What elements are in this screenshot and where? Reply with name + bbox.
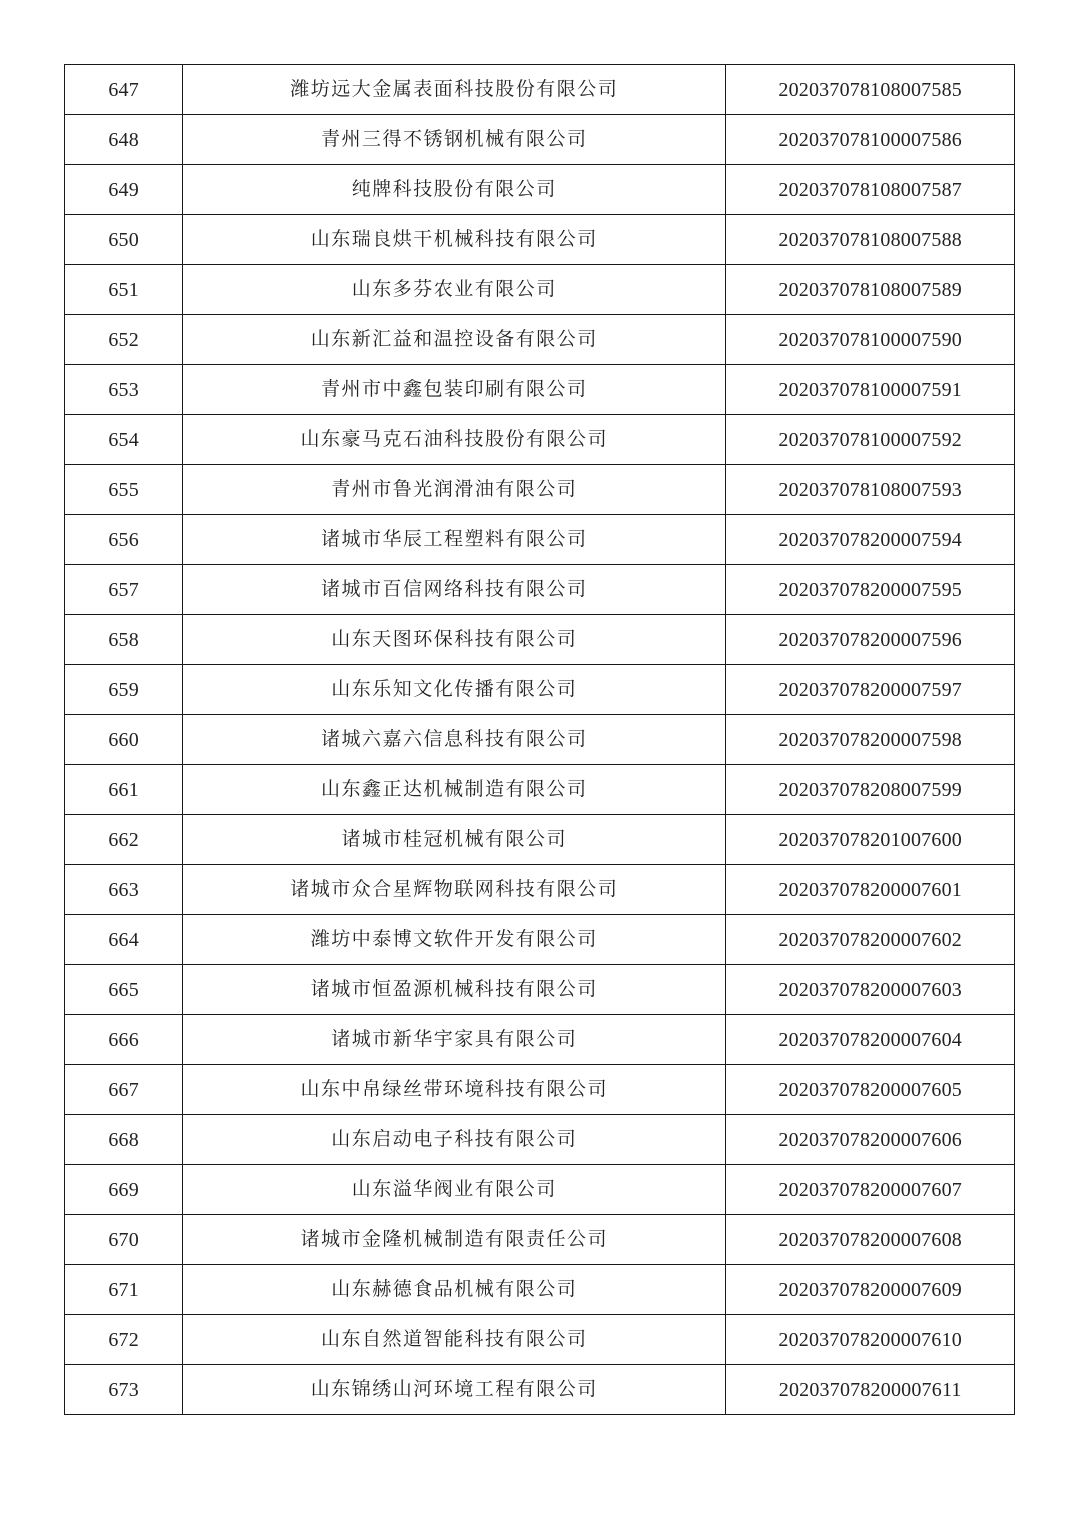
table-row xyxy=(65,565,1015,615)
registration-code: 202037078200007610 xyxy=(726,1315,1015,1365)
registration-code: 202037078200007601 xyxy=(726,865,1015,915)
row-number: 656 xyxy=(65,515,183,565)
row-number: 673 xyxy=(65,1365,183,1415)
table-row xyxy=(65,165,1015,215)
company-name: 诸城市百信网络科技有限公司 xyxy=(183,565,726,615)
registration-code: 202037078200007604 xyxy=(726,1015,1015,1065)
company-name: 山东锦绣山河环境工程有限公司 xyxy=(183,1365,726,1415)
row-number: 670 xyxy=(65,1215,183,1265)
company-name: 山东自然道智能科技有限公司 xyxy=(183,1315,726,1365)
table-row xyxy=(65,65,1015,115)
registration-code: 202037078200007597 xyxy=(726,665,1015,715)
company-name: 诸城市金隆机械制造有限责任公司 xyxy=(183,1215,726,1265)
registration-code: 202037078208007599 xyxy=(726,765,1015,815)
row-number: 647 xyxy=(65,65,183,115)
table-row xyxy=(65,615,1015,665)
registration-code: 202037078200007605 xyxy=(726,1065,1015,1115)
table-row xyxy=(65,1315,1015,1365)
table-row xyxy=(65,815,1015,865)
company-name: 山东启动电子科技有限公司 xyxy=(183,1115,726,1165)
row-number: 672 xyxy=(65,1315,183,1365)
registration-code: 202037078201007600 xyxy=(726,815,1015,865)
table-row xyxy=(65,765,1015,815)
registration-code: 202037078200007595 xyxy=(726,565,1015,615)
row-number: 653 xyxy=(65,365,183,415)
table-row xyxy=(65,1015,1015,1065)
table-row xyxy=(65,265,1015,315)
company-name: 青州市鲁光润滑油有限公司 xyxy=(183,465,726,515)
registration-code: 202037078108007593 xyxy=(726,465,1015,515)
table-body xyxy=(65,65,1015,1415)
table-row xyxy=(65,515,1015,565)
registration-code: 202037078200007608 xyxy=(726,1215,1015,1265)
registration-code: 202037078200007607 xyxy=(726,1165,1015,1215)
company-name: 诸城市新华宇家具有限公司 xyxy=(183,1015,726,1065)
row-number: 659 xyxy=(65,665,183,715)
row-number: 652 xyxy=(65,315,183,365)
registration-code: 202037078100007592 xyxy=(726,415,1015,465)
company-name: 山东中帛绿丝带环境科技有限公司 xyxy=(183,1065,726,1115)
registration-code: 202037078200007609 xyxy=(726,1265,1015,1315)
registration-code: 202037078200007598 xyxy=(726,715,1015,765)
table-row xyxy=(65,1115,1015,1165)
row-number: 648 xyxy=(65,115,183,165)
row-number: 654 xyxy=(65,415,183,465)
company-name: 青州三得不锈钢机械有限公司 xyxy=(183,115,726,165)
company-name: 青州市中鑫包装印刷有限公司 xyxy=(183,365,726,415)
row-number: 668 xyxy=(65,1115,183,1165)
company-name: 诸城市桂冠机械有限公司 xyxy=(183,815,726,865)
row-number: 669 xyxy=(65,1165,183,1215)
registration-code: 202037078200007602 xyxy=(726,915,1015,965)
company-name: 诸城市众合星辉物联网科技有限公司 xyxy=(183,865,726,915)
row-number: 655 xyxy=(65,465,183,515)
table-row xyxy=(65,415,1015,465)
table-row xyxy=(65,1215,1015,1265)
company-registry-table xyxy=(64,64,1015,1415)
row-number: 651 xyxy=(65,265,183,315)
registration-code: 202037078108007588 xyxy=(726,215,1015,265)
company-name: 诸城市华辰工程塑料有限公司 xyxy=(183,515,726,565)
registration-code: 202037078100007590 xyxy=(726,315,1015,365)
registration-code: 202037078108007589 xyxy=(726,265,1015,315)
row-number: 660 xyxy=(65,715,183,765)
company-name: 山东豪马克石油科技股份有限公司 xyxy=(183,415,726,465)
company-name: 山东乐知文化传播有限公司 xyxy=(183,665,726,715)
row-number: 667 xyxy=(65,1065,183,1115)
registration-code: 202037078108007585 xyxy=(726,65,1015,115)
row-number: 663 xyxy=(65,865,183,915)
registration-code: 202037078100007591 xyxy=(726,365,1015,415)
registration-code: 202037078200007596 xyxy=(726,615,1015,665)
company-name: 诸城市恒盈源机械科技有限公司 xyxy=(183,965,726,1015)
row-number: 661 xyxy=(65,765,183,815)
company-name: 诸城六嘉六信息科技有限公司 xyxy=(183,715,726,765)
company-name: 山东鑫正达机械制造有限公司 xyxy=(183,765,726,815)
registration-code: 202037078200007603 xyxy=(726,965,1015,1015)
row-number: 657 xyxy=(65,565,183,615)
table-row xyxy=(65,115,1015,165)
row-number: 671 xyxy=(65,1265,183,1315)
table-row xyxy=(65,715,1015,765)
company-name: 山东赫德食品机械有限公司 xyxy=(183,1265,726,1315)
company-name: 山东天图环保科技有限公司 xyxy=(183,615,726,665)
table-row xyxy=(65,665,1015,715)
table-row xyxy=(65,215,1015,265)
row-number: 666 xyxy=(65,1015,183,1065)
table-row xyxy=(65,965,1015,1015)
row-number: 662 xyxy=(65,815,183,865)
table-row xyxy=(65,315,1015,365)
table-row xyxy=(65,1365,1015,1415)
company-name: 纯牌科技股份有限公司 xyxy=(183,165,726,215)
company-name: 山东多芬农业有限公司 xyxy=(183,265,726,315)
company-name: 潍坊远大金属表面科技股份有限公司 xyxy=(183,65,726,115)
row-number: 658 xyxy=(65,615,183,665)
company-name: 山东新汇益和温控设备有限公司 xyxy=(183,315,726,365)
company-name: 潍坊中泰博文软件开发有限公司 xyxy=(183,915,726,965)
table-row xyxy=(65,915,1015,965)
table-row xyxy=(65,465,1015,515)
table-row xyxy=(65,365,1015,415)
row-number: 664 xyxy=(65,915,183,965)
company-name: 山东瑞良烘干机械科技有限公司 xyxy=(183,215,726,265)
row-number: 650 xyxy=(65,215,183,265)
table-row xyxy=(65,1065,1015,1115)
company-name: 山东溢华阀业有限公司 xyxy=(183,1165,726,1215)
table-row xyxy=(65,1265,1015,1315)
table-row xyxy=(65,1165,1015,1215)
row-number: 649 xyxy=(65,165,183,215)
registration-code: 202037078100007586 xyxy=(726,115,1015,165)
registration-code: 202037078108007587 xyxy=(726,165,1015,215)
registration-code: 202037078200007611 xyxy=(726,1365,1015,1415)
table-row xyxy=(65,865,1015,915)
row-number: 665 xyxy=(65,965,183,1015)
registration-code: 202037078200007594 xyxy=(726,515,1015,565)
registration-code: 202037078200007606 xyxy=(726,1115,1015,1165)
